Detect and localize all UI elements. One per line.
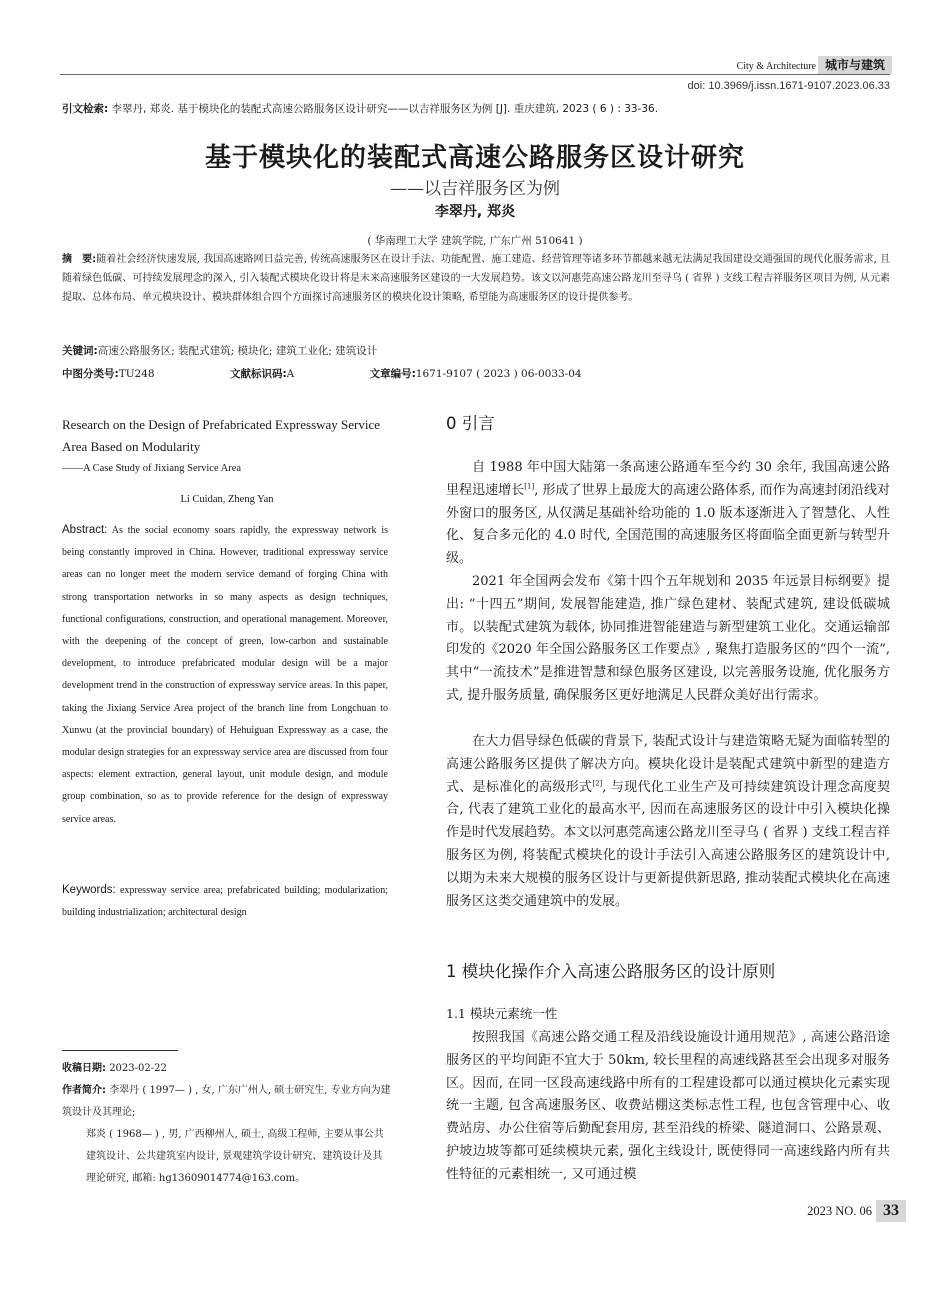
author-bio-1 [62,1080,392,1124]
english-abstract [62,519,388,831]
article-no-value: 1671-9107 ( 2023 ) 06-0033-04 [415,368,582,380]
paragraph-2: 2021 年全国两会发布《第十四个五年规划和 2035 年远景目标纲要》提出: “十四五”期间, 发展智能建造, 推广绿色建材、装配式建筑, 建设低碳城市。以装配式建筑为载体, 协同推进智能建造与新型建筑工业化。交通运输部印发的《2020 年全国公路服务区工作要点》, 聚焦打造服务区的“四个一流”, 其中“一流技术”是推进智慧和绿色服务区建设, 以完善服务设施, 优化服务方式, 提升服务质量, 确保服务区更好地满足人民群众美好出行需求。 [446,574,890,703]
page-number: 33 [876,1200,906,1222]
paragraph-4: 按照我国《高速公路交通工程及沿线设施设计通用规范》, 高速公路沿途服务区的平均间距不宜大于 50km, 较长里程的高速线路甚至会出现多对服务区。因而, 在同一区段高速线路中所有的工程建设都可以通过模块化元素实现统一主题, 包含高速服务区、收费站棚这类标志性工程, 也包含管理中心、收费站房、办公住宿等后勤配套用房, 甚至沿线的桥梁、隧道洞口、公路景观、护坡边坡等都可延续模块元素, 强化主线设计, 既使得同一高速线路内所有共性特征的元素相统一, 又可通过模 [446,1030,890,1182]
paper-title: 基于模块化的装配式高速公路服务区设计研究 [204,143,745,173]
paper-authors: 李翠丹, 郑炎 [434,204,516,220]
reference-2: [2] [592,779,603,788]
abstract-cn-label: 摘 要: [62,254,97,265]
english-keywords-text: expressway service area; prefabricated building; modularization; building industrialization; architectural design [62,885,388,918]
paragraph-1-b: , 形成了世界上最庞大的高速公路体系, 而作为高速封闭沿线对外窗口的服务区, 从仅满足基础补给功能的 1.0 版本逐渐进入了智慧化、人性化、复合多元化的 4.0 时代, 全国范围的高速服务区将面临全面更新与转型升级。 [446,482,890,567]
english-authors: Li Cuidan, Zheng Yan [180,494,274,505]
english-abstract-text: As the social economy soars rapidly, the expressway network is being constantly improved in China. However, traditional expressway service areas can no longer meet the modern service demand of forging China with strong transportation networks in so many aspects as design techniques, functional configurations, construction, and operational management. Moreover, with the deepening of the concept of green, low-carbon and sustainable development, to introduce prefabricated modular design will be a major development trend in the construction of expressway service areas. In this paper, taking the Jixiang Service Area project of the branch line from Longchuan to Xunwu (at the provincial boundary) of Hehuiguan Expressway as a case, the modular design strategies for an expressway service area are discussed from four aspects: element extraction, general layout, unit module design, and module group combination, so as to provide reference for the design of expressway service areas. [62,525,388,825]
abstract-cn [62,250,890,307]
english-abstract-label: Abstract: [62,524,108,536]
paragraph-3-b: , 与现代化工业生产及可持续建筑设计理念高度契合, 代表了建筑工业化的最高水平, 因而在高速服务区的设计中引入模块化操作是时代发展趋势。本文以河惠莞高速公路龙川至寻乌 ( 省界 ) 支线工程吉祥服务区为例, 将装配式模块化的设计手法引入高速公路服务区的建筑设计中, 以期为未来大规模的服务区设计与更新提供新思路, 推动装配式模块化在高速服务区这类交通建筑中的发展。 [446,779,890,909]
affiliation: ( 华南理工大学 建筑学院, 广东广州 510641 ) [367,235,583,247]
paragraph-3 [446,731,890,913]
issue-label: 2023 NO. 06 [807,1204,872,1218]
section-1-1-heading: 1.1 模块元素统一性 [446,1006,558,1021]
section-0-heading: 0 引言 [446,414,495,433]
section-1-heading: 1 模块化操作介入高速公路服务区的设计原则 [446,962,776,981]
article-meta [62,366,654,381]
english-keywords-label: Keywords: [62,884,116,896]
citation-label: 引文检索: [62,103,109,115]
paragraph-3-a: 在大力倡导绿色低碳的背景下, 装配式设计与建造策略无疑为面临转型的高速公路服务区提供了解决方向。模块化设计是装配式建筑中新型的建造方式、是标准化的高级形式 [446,734,890,795]
doc-code-label: 文献标识码: [229,368,287,380]
received-label: 收稿日期: [62,1063,106,1074]
english-title: Research on the Design of Prefabricated Expressway Service Area Based on Modularity [62,417,381,454]
doi: doi: 10.3969/j.issn.1671-9107.2023.06.33 [687,80,890,92]
journal-name-en: City & Architecture [736,61,816,72]
author-bio-2: 郑炎 ( 1968— ) , 男, 广西柳州人, 硕士, 高级工程师, 主要从事公共建筑设计、公共建筑室内设计, 景观建筑学设计研究、建筑设计及其理论研究, 邮箱: hg13609014774@163.com。 [86,1129,384,1184]
keywords-cn-label: 关键词: [62,345,98,357]
journal-name-cn: 城市与建筑 [818,56,892,74]
doc-code-value: A [286,368,295,380]
received-date [62,1058,392,1080]
paper-subtitle: ——以吉祥服务区为例 [390,179,560,199]
english-keywords [62,879,388,924]
citation-text: 李翠丹, 郑炎. 基于模块化的装配式高速公路服务区设计研究——以吉祥服务区为例 [J]. 重庆建筑, 2023 ( 6 ) : 33-36. [111,103,659,115]
clc-label: 中图分类号: [62,368,119,380]
paragraph-1-a: 自 1988 年中国大陆第一条高速公路通车至今约 30 余年, 我国高速公路里程迅速增长 [446,460,890,498]
keywords-cn-text: 高速公路服务区; 装配式建筑; 模块化; 建筑工业化; 建筑设计 [97,345,378,357]
citation [62,101,892,116]
footnote-rule [62,1050,178,1051]
footnote [62,1058,392,1190]
article-no-label: 文章编号: [369,368,416,380]
abstract-cn-text: 随着社会经济快速发展, 我国高速路网日益完善, 传统高速服务区在设计手法、功能配置、施工建造、经营管理等诸多环节都越来越无法满足我国建设交通强国的现代化服务需求, 且随着绿色低碳、可持续发展理念的深入, 引入装配式模块化设计将是未来高速服务区建设的一大发展趋势。该文以河惠莞高速公路龙川至寻乌 ( 省界 ) 支线工程吉祥服务区项目为例, 从元素提取、总体布局、单元模块设计、模块群体组合四个方面探讨高速服务区的模块化设计策略, 希望能为高速服务区的设计提供参考。 [62,254,891,303]
bio-label: 作者简介: [62,1085,106,1096]
paragraph-1 [446,457,890,571]
keywords-cn [62,343,377,358]
english-subtitle: ——A Case Study of Jixiang Service Area [62,463,242,474]
reference-1: [1] [524,482,535,491]
header-rule [60,74,890,75]
received-value: 2023-02-22 [109,1063,167,1074]
bio-1-text: 李翠丹 ( 1997— ) , 女, 广东广州人, 硕士研究生, 专业方向为建筑设计及其理论; [62,1085,391,1118]
clc-value: TU248 [118,368,155,380]
